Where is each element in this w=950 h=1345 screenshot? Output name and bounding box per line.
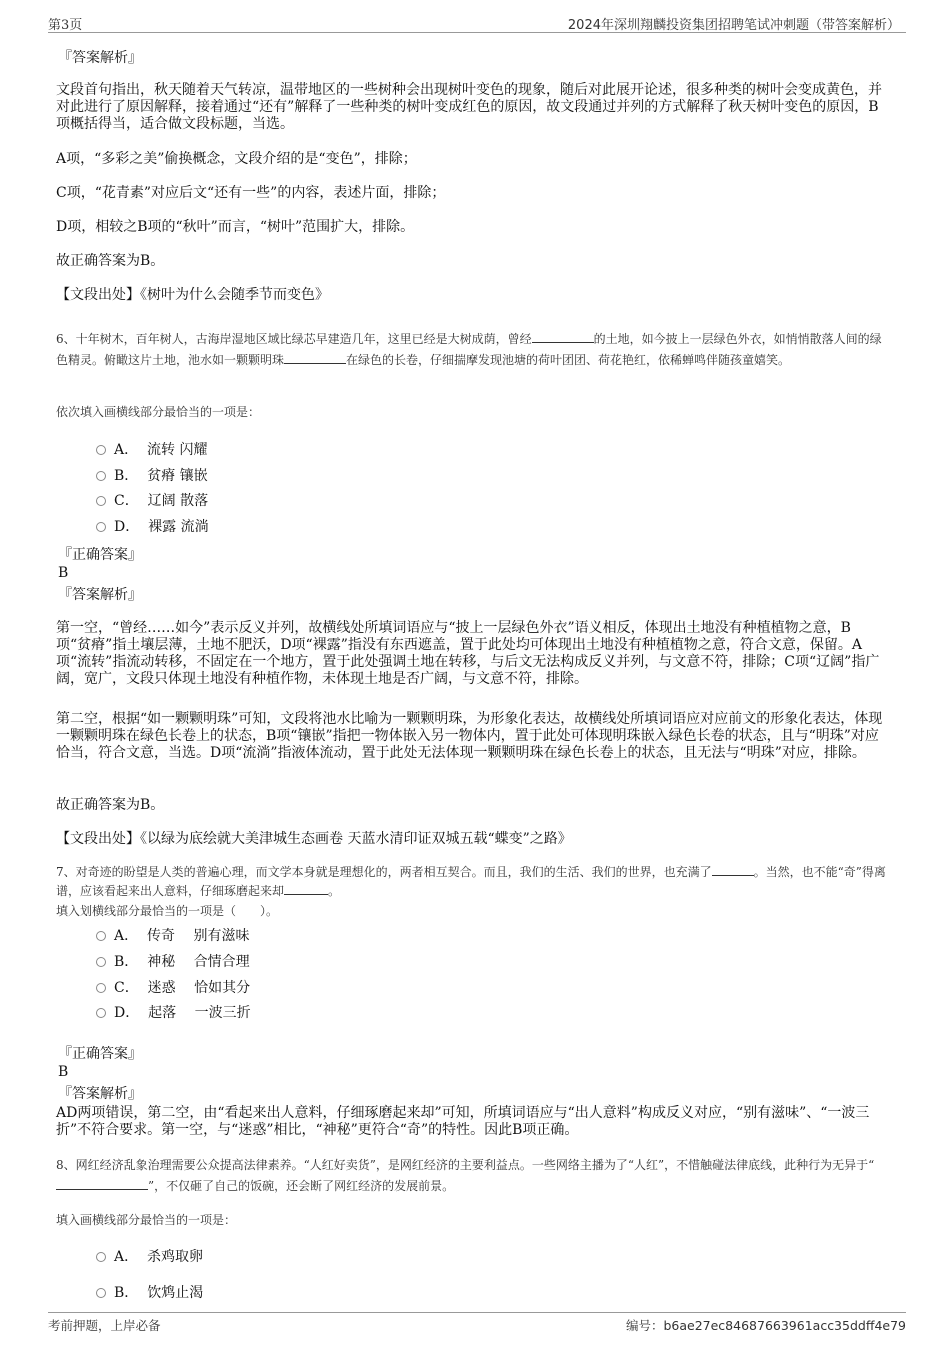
- q5-analysis-heading: 『答案解析』: [58, 50, 142, 66]
- q6-prompt: 依次填入画横线部分最恰当的一项是：: [56, 405, 261, 419]
- q7-option-c[interactable]: C． 迷惑 恰如其分: [96, 979, 250, 997]
- q8-stem: 8、网红经济乱象治理需要公众提高法律素养。“人红好卖货”，是网红经济的主要利益点。一些网络主播为了“人红”，不惜触碰法律底线，此种行为无异于“”，不仅砸了自己的饭碗，还会断了网红经济的发展前景。: [56, 1158, 875, 1193]
- q5-source: 【文段出处】《树叶为什么会随季节而变色》: [56, 287, 329, 303]
- radio-icon[interactable]: [96, 1008, 106, 1018]
- q6-option-d[interactable]: D． 裸露 流淌: [96, 518, 209, 536]
- q5-analysis-option-c: C项，“花青素”对应后文“还有一些”的内容，表述片面，排除；: [56, 185, 446, 201]
- q8-option-b[interactable]: B． 饮鸩止渴: [96, 1284, 203, 1302]
- q7-prompt: 填入划横线部分最恰当的一项是（ ）。: [56, 904, 279, 918]
- page-number: 第3页: [48, 18, 83, 33]
- q6-option-b[interactable]: B． 贫瘠 镶嵌: [96, 467, 208, 485]
- q6-analysis-paragraph-1: 第一空，“曾经……如今”表示反义并列，故横线处所填词语应与“披上一层绿色外衣”语义相反，体现出土地没有种植植物之意，B项“贫瘠”指土壤层薄，土地不肥沃，D项“裸露”指没有东西遮盖，置于此处均可体现出土地没有种植植物之意，符合文意，保留。A项“流转”指流动转移，不固定在一个地方，置于此处强调土地在转移，与后文无法构成反义并列，与文意不符，排除；C项“辽阔”指广阔，宽广，文段只体现土地没有种植作物，未体现土地是否广阔，与文意不符，排除。: [56, 620, 880, 687]
- q8-blank[interactable]: [56, 1177, 148, 1190]
- radio-icon[interactable]: [96, 522, 106, 532]
- q5-conclusion: 故正确答案为B。: [56, 253, 165, 269]
- q7-answer-heading: 『正确答案』: [58, 1046, 142, 1062]
- q6-blank-1[interactable]: [532, 330, 594, 343]
- q6-answer-heading: 『正确答案』: [58, 547, 142, 563]
- document-title: 2024年深圳翔麟投资集团招聘笔试冲刺题（带答案解析）: [567, 18, 900, 33]
- page-footer: [48, 1312, 906, 1334]
- footer-serial: 编号：b6ae27ec84687663961acc35ddff4e79: [625, 1318, 906, 1333]
- footer-slogan: 考前押题，上岸必备: [48, 1318, 161, 1333]
- q6-option-a[interactable]: A． 流转 闪耀: [96, 441, 207, 459]
- q7-answer: B: [58, 1064, 69, 1080]
- radio-icon[interactable]: [96, 445, 106, 455]
- q5-analysis-option-a: A项，“多彩之美”偷换概念，文段介绍的是“变色”，排除；: [56, 151, 417, 167]
- q7-analysis-heading: 『答案解析』: [58, 1086, 142, 1102]
- q6-blank-2[interactable]: [284, 351, 346, 364]
- q5-analysis-option-d: D项，相较之B项的“秋叶”而言，“树叶”范围扩大，排除。: [56, 219, 415, 235]
- q7-blank-2[interactable]: [284, 882, 328, 895]
- radio-icon[interactable]: [96, 931, 106, 941]
- radio-icon[interactable]: [96, 1252, 106, 1262]
- q7-option-b[interactable]: B． 神秘 合情合理: [96, 953, 250, 971]
- radio-icon[interactable]: [96, 471, 106, 481]
- q7-analysis-paragraph: AD两项错误，第二空，由“看起来出人意料，仔细琢磨起来却”可知，所填词语应与“出人意料”构成反义对应，“别有滋味”、“一波三折”不符合要求。第一空，与“迷惑”相比，“神秘”更符合“奇”的特性。因此B项正确。: [56, 1105, 870, 1138]
- page-header: [48, 12, 906, 33]
- q6-conclusion: 故正确答案为B。: [56, 797, 165, 813]
- q6-option-c[interactable]: C． 辽阔 散落: [96, 492, 208, 510]
- q7-stem: 7、对奇迹的盼望是人类的普遍心理，而文学本身就是理想化的，两者相互契合。而且，我们的生活、我们的世界，也充满了 。当然，也不能“奇”得离谱，应该看起来出人意料，仔细琢磨起来却 。: [56, 865, 886, 898]
- q7-option-d[interactable]: D． 起落 一波三折: [96, 1004, 251, 1022]
- q7-option-a[interactable]: A． 传奇 别有滋味: [96, 927, 249, 945]
- q8-prompt: 填入画横线部分最恰当的一项是：: [56, 1213, 237, 1227]
- q6-source: 【文段出处】《以绿为底绘就大美津城生态画卷 天蓝水清印证双城五载“蝶变”之路》: [56, 831, 572, 847]
- q7-blank-1[interactable]: [712, 863, 754, 876]
- q8-option-a[interactable]: A． 杀鸡取卵: [96, 1248, 203, 1266]
- radio-icon[interactable]: [96, 496, 106, 506]
- q6-answer: B: [58, 565, 69, 581]
- radio-icon[interactable]: [96, 1288, 106, 1298]
- q6-stem: 6、十年树木，百年树人，古海岸湿地区域比绿芯早建造几年，这里已经是大树成荫，曾经 的土地，如今披上一层绿色外衣，如悄悄散落人间的绿色精灵。俯瞰这片土地，池水如一颗颗明珠 在绿色的长卷，仔细揣摩发现池塘的荷叶团团、荷花艳红，依稀蝉鸣伴随孩童嬉笑。: [56, 332, 882, 367]
- q6-analysis-paragraph-2: 第二空，根据“如一颗颗明珠”可知，文段将池水比喻为一颗颗明珠，为形象化表达，故横线处所填词语应对应前文的形象化表达，体现一颗颗明珠在绿色长卷上的状态，B项“镶嵌”指把一物体嵌入另一物体内，置于此处可体现明珠嵌入绿色长卷的状态，且与“明珠”对应恰当，符合文意，当选。D项“流淌”指液体流动，置于此处无法体现一颗颗明珠在绿色长卷上的状态，且无法与“明珠”对应，排除。: [56, 711, 883, 761]
- q6-analysis-heading: 『答案解析』: [58, 587, 142, 603]
- q5-analysis-paragraph: 文段首句指出，秋天随着天气转凉，温带地区的一些树种会出现树叶变色的现象，随后对此展开论述，很多种类的树叶会变成黄色，并对此进行了原因解释，接着通过“还有”解释了一些种类的树叶变成红色的原因，故文段通过并列的方式解释了秋天树叶变色的原因，B项概括得当，适合做文段标题，当选。: [56, 82, 882, 132]
- radio-icon[interactable]: [96, 983, 106, 993]
- radio-icon[interactable]: [96, 957, 106, 967]
